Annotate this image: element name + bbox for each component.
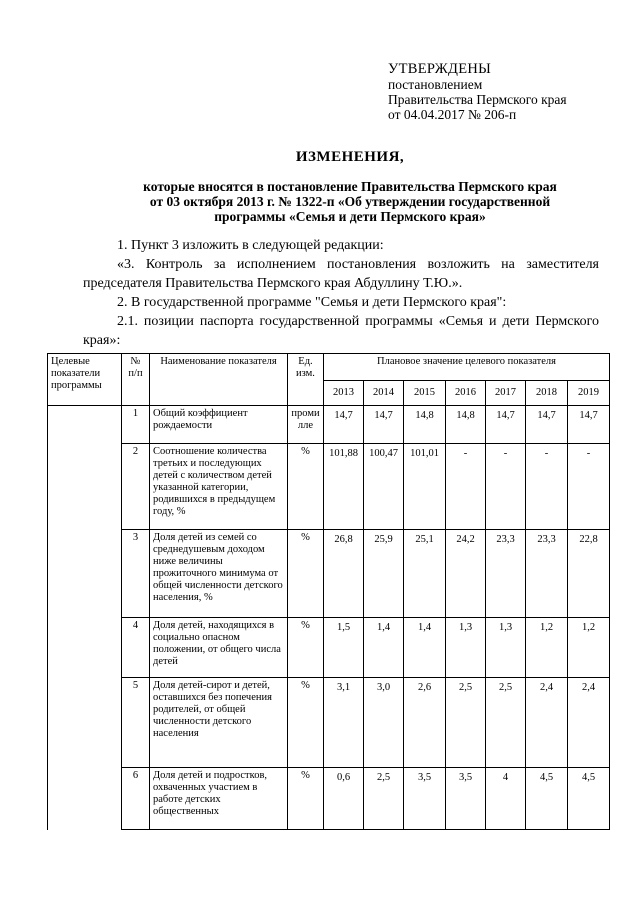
value-cell: 2,5 (446, 678, 486, 768)
indicator-name: Доля детей, находящихся в социально опасном положении, от общего числа детей (150, 618, 288, 678)
target-indicators-cell (48, 406, 122, 830)
value-cell: 1,4 (404, 618, 446, 678)
value-cell: 4,5 (526, 768, 568, 830)
value-cell: 1,4 (364, 618, 404, 678)
approval-line: постановлением (388, 77, 483, 92)
row-number: 3 (122, 530, 150, 618)
indicator-unit: % (288, 618, 324, 678)
paragraph: 1. Пункт 3 изложить в следующей редакции: (117, 238, 384, 253)
value-cell: 22,8 (568, 530, 610, 618)
value-cell: 14,7 (486, 406, 526, 444)
value-cell: 101,01 (404, 444, 446, 530)
value-cell: 101,88 (324, 444, 364, 530)
table-row (48, 406, 610, 444)
value-cell: 14,7 (364, 406, 404, 444)
paragraph: «3. Контроль за исполнением постановления возложить на заместителя председателя Правительства Пермского края Абдуллину Т.Ю.». (83, 257, 599, 291)
approval-line: Правительства Пермского края (388, 92, 567, 107)
value-cell: 4 (486, 768, 526, 830)
value-cell: - (446, 444, 486, 530)
header-planned-values: Плановое значение целевого показателя (324, 354, 610, 381)
value-cell: 1,2 (568, 618, 610, 678)
value-cell: 14,7 (324, 406, 364, 444)
table-row (48, 678, 610, 768)
value-cell: 3,5 (446, 768, 486, 830)
value-cell: 14,7 (526, 406, 568, 444)
value-cell: 2,4 (526, 678, 568, 768)
table-row (48, 444, 610, 530)
value-cell: 2,4 (568, 678, 610, 768)
indicators-table (47, 353, 610, 830)
value-cell: 14,8 (404, 406, 446, 444)
value-cell: 14,8 (446, 406, 486, 444)
value-cell: 1,5 (324, 618, 364, 678)
approval-block (388, 62, 567, 122)
value-cell: - (486, 444, 526, 530)
value-cell: 1,3 (446, 618, 486, 678)
header-year: 2019 (568, 381, 610, 406)
value-cell: 100,47 (364, 444, 404, 530)
value-cell: - (526, 444, 568, 530)
value-cell: 3,1 (324, 678, 364, 768)
value-cell: 2,6 (404, 678, 446, 768)
value-cell: 3,0 (364, 678, 404, 768)
value-cell: 2,5 (364, 768, 404, 830)
paragraph: 2.1. позиции паспорта государственной программы «Семья и дети Пермского края»: (83, 314, 599, 348)
indicator-unit: % (288, 444, 324, 530)
header-unit: Ед. изм. (288, 354, 324, 406)
value-cell: 1,2 (526, 618, 568, 678)
indicator-unit: проми лле (288, 406, 324, 444)
header-year: 2016 (446, 381, 486, 406)
indicator-name: Доля детей из семей со среднедушевым доходом ниже величины прожиточного минимума от общей численности детского населения, % (150, 530, 288, 618)
row-number: 4 (122, 618, 150, 678)
indicator-name: Соотношение количества третьих и последующих детей с количеством детей указанной категории, родившихся в предыдущем году, % (150, 444, 288, 530)
indicator-unit: % (288, 678, 324, 768)
value-cell: 24,2 (446, 530, 486, 618)
row-number: 6 (122, 768, 150, 830)
indicator-unit: % (288, 530, 324, 618)
table-row (48, 618, 610, 678)
value-cell: 4,5 (568, 768, 610, 830)
row-number: 5 (122, 678, 150, 768)
document-title: ИЗМЕНЕНИЯ, (295, 149, 405, 165)
header-year: 2014 (364, 381, 404, 406)
paragraph: 2. В государственной программе "Семья и дети Пермского края": (117, 295, 507, 310)
value-cell: 3,5 (404, 768, 446, 830)
approval-date: от 04.04.2017 № 206-п (388, 107, 517, 122)
header-indicator-name: Наименование показателя (150, 354, 288, 406)
value-cell: 0,6 (324, 768, 364, 830)
document-body (83, 236, 599, 350)
indicator-name: Доля детей и подростков, охваченных участием в работе детских общественных (150, 768, 288, 830)
value-cell: 23,3 (526, 530, 568, 618)
value-cell: 1,3 (486, 618, 526, 678)
value-cell: 25,9 (364, 530, 404, 618)
value-cell: 14,7 (568, 406, 610, 444)
heading-line: программы «Семья и дети Пермского края» (214, 209, 486, 224)
header-year: 2017 (486, 381, 526, 406)
header-year: 2015 (404, 381, 446, 406)
value-cell: 2,5 (486, 678, 526, 768)
header-year: 2013 (324, 381, 364, 406)
row-number: 1 (122, 406, 150, 444)
table-row (48, 768, 610, 830)
indicator-name: Общий коэффициент рождаемости (150, 406, 288, 444)
header-year: 2018 (526, 381, 568, 406)
header-target-indicators: Целевые показатели программы (48, 354, 122, 406)
indicator-name: Доля детей-сирот и детей, оставшихся без попечения родителей, от общей численности детского населения (150, 678, 288, 768)
header-number: № п/п (122, 354, 150, 406)
heading-line: которые вносятся в постановление Правительства Пермского края (143, 179, 557, 194)
row-number: 2 (122, 444, 150, 530)
document-heading (60, 150, 640, 224)
value-cell: 26,8 (324, 530, 364, 618)
table-row (48, 530, 610, 618)
approval-title: УТВЕРЖДЕНЫ (388, 61, 492, 77)
value-cell: - (568, 444, 610, 530)
indicator-unit: % (288, 768, 324, 830)
value-cell: 23,3 (486, 530, 526, 618)
value-cell: 25,1 (404, 530, 446, 618)
heading-line: от 03 октября 2013 г. № 1322-п «Об утверждении государственной (149, 194, 551, 209)
